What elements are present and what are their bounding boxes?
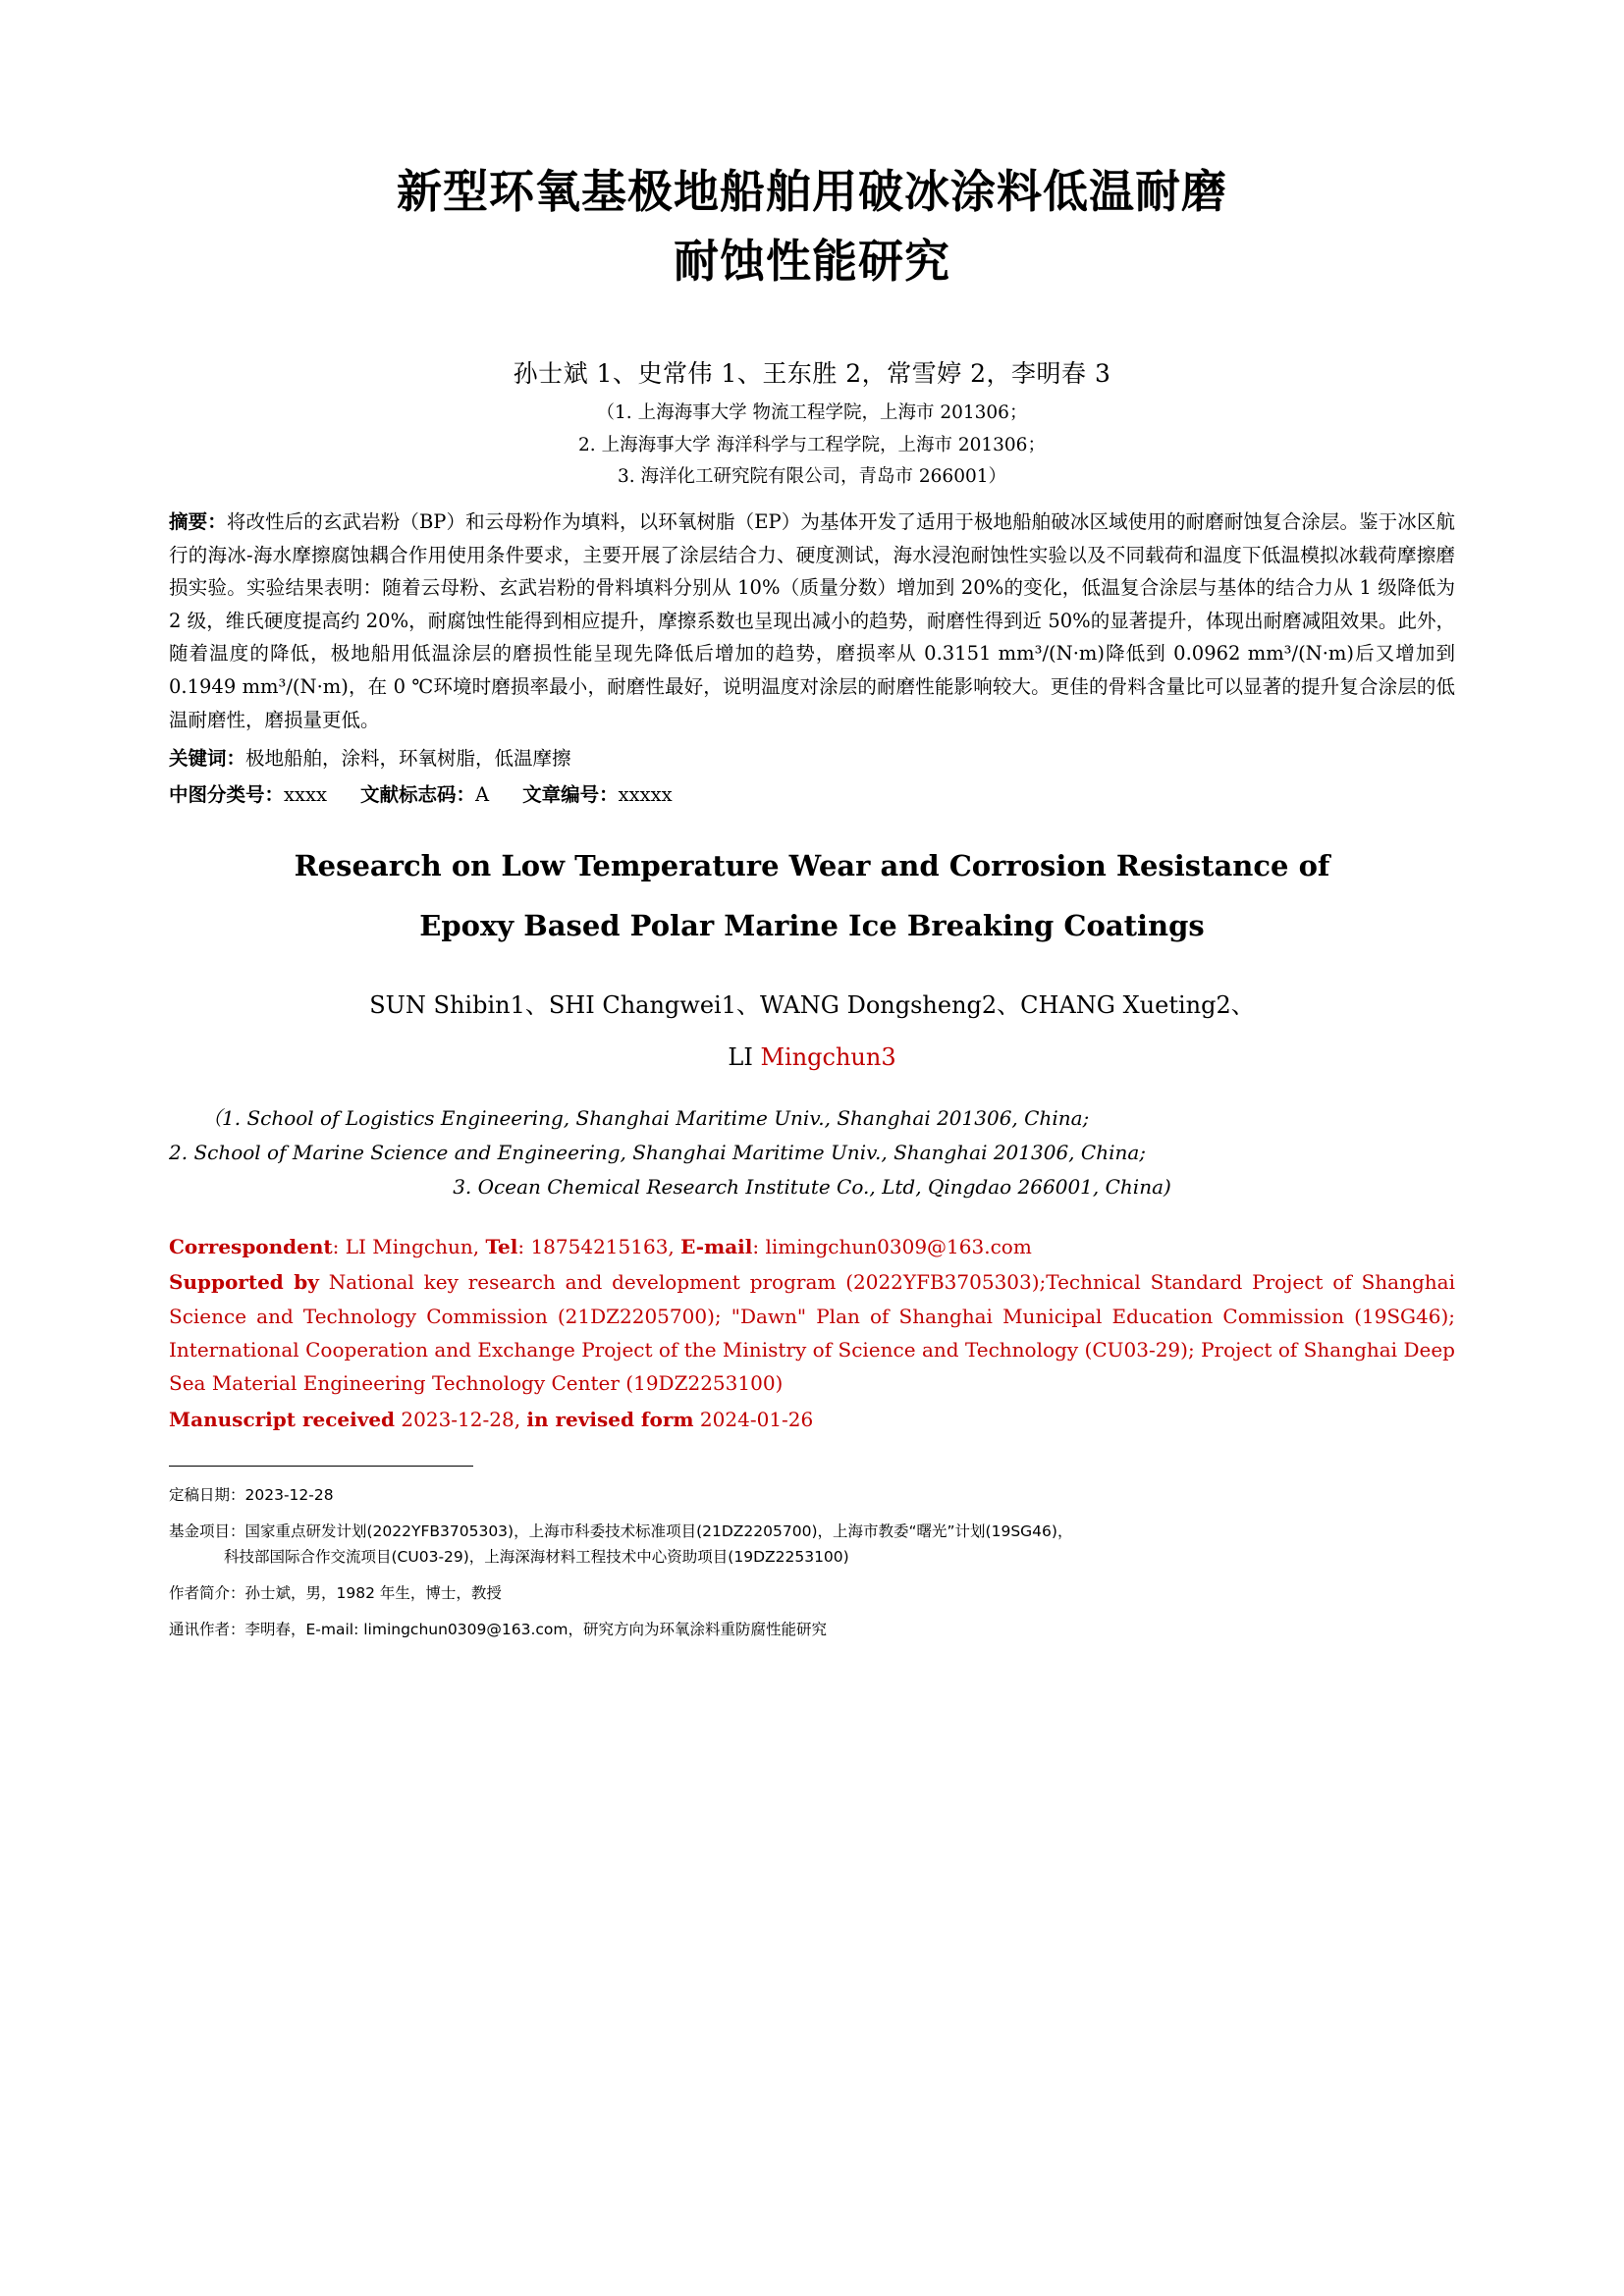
chinese-authors-text: 孙士斌 1、史常伟 1、王东胜 2，常雪婷 2，李明春 3 — [513, 358, 1111, 388]
abstract-label: 摘要： — [169, 510, 227, 534]
correspondent-line — [169, 1230, 1455, 1263]
english-authors-highlight: Mingchun3 — [760, 1043, 896, 1071]
supported-by-value: National key research and development program (2022YFB3705303);Technical Standard Project of Shanghai Science and Technology Commission (21DZ2205700); "Dawn" Plan of Shanghai Municipal Education Commission (19SG46); International Cooperation and Exchange Project of the Ministry of Science and Technology (CU03-29); Project of Shanghai Deep Sea Material Engineering Technology Center (19DZ2253100) — [169, 1270, 1455, 1396]
footnote-fund-line-2: 科技部国际合作交流项目(CU03-29)，上海深海材料工程技术中心资助项目(19DZ2253100) — [224, 1548, 849, 1567]
footnotes — [169, 1482, 1455, 1642]
keywords-text: 极地船舶，涂料，环氧树脂，低温摩擦 — [245, 747, 571, 771]
chinese-affiliation-2: 2. 上海海事大学 海洋科学与工程学院，上海市 201306； — [578, 434, 1046, 455]
classification-line — [169, 778, 1455, 811]
chinese-title — [169, 157, 1455, 297]
footnote-final-date: 定稿日期：2023-12-28 — [169, 1486, 334, 1505]
article-number-label: 文章编号： — [522, 783, 619, 807]
chinese-keywords — [169, 742, 1455, 774]
abstract-text: 将改性后的玄武岩粉（BP）和云母粉作为填料，以环氧树脂（EP）为基体开发了适用于极地船舶破冰区域使用的耐磨耐蚀复合涂层。鉴于冰区航行的海冰-海水摩擦腐蚀耦合作用使用条件要求，主要开展了涂层结合力、硬度测试，海水浸泡耐蚀性实验以及不同载荷和温度下低温模拟冰载荷摩擦磨损实验。实验结果表明：随着云母粉、玄武岩粉的骨料填料分别从 10%（质量分数）增加到 20%的变化，低温复合涂层与基体的结合力从 1 级降低为 2 级，维氏硬度提高约 20%，耐腐蚀性能得到相应提升，摩擦系数也呈现出减小的趋势，耐磨性得到近 50%的显著提升，体现出耐磨减阻效果。此外，随着温度的降低，极地船用低温涂层的磨损性能呈现先降低后增加的趋势，磨损率从 0.3151 mm³/(N·m)降低到 0.0962 mm³/(N·m)后又增加到 0.1949 mm³/(N·m)，在 0 ℃环境时磨损率最小，耐磨性最好，说明温度对涂层的耐磨性能影响较大。更佳的骨料含量比可以显著的提升复合涂层的低温耐磨性，磨损量更低。 — [169, 510, 1455, 731]
document-code-value: A — [475, 783, 490, 807]
email-label: E-mail — [680, 1234, 753, 1258]
clc-value: xxxx — [284, 783, 328, 807]
received-value: 2023-12-28, — [395, 1407, 527, 1431]
supported-by-line — [169, 1265, 1455, 1401]
english-authors — [169, 980, 1455, 1084]
footnote-divider — [169, 1466, 473, 1467]
chinese-affiliation-3: 3. 海洋化工研究院有限公司，青岛市 266001） — [617, 466, 1007, 488]
chinese-title-line-2: 耐蚀性能研究 — [674, 235, 950, 289]
footnote-fund — [169, 1519, 1455, 1571]
english-authors-line-2 — [169, 1032, 1455, 1084]
article-number-value: xxxxx — [618, 783, 673, 807]
received-label: Manuscript received — [169, 1407, 396, 1431]
correspondent-label: Correspondent — [169, 1234, 333, 1258]
document-code-label: 文献标志码： — [360, 783, 476, 807]
english-authors-text-1: SUN Shibin1、SHI Changwei1、WANG Dongsheng2、CHANG Xueting2、 — [369, 991, 1255, 1020]
chinese-abstract — [169, 506, 1455, 736]
chinese-title-line-1: 新型环氧基极地船舶用破冰涂料低温耐磨 — [397, 165, 1227, 218]
chinese-affiliation-1: （1. 上海海事大学 物流工程学院，上海市 201306； — [596, 401, 1028, 423]
english-affiliations — [169, 1101, 1455, 1204]
chinese-authors — [169, 354, 1455, 390]
correspondence-block — [169, 1230, 1455, 1436]
english-affiliation-2: 2. School of Marine Science and Engineering, Shanghai Maritime Univ., Shanghai 201306, China; — [169, 1140, 1147, 1164]
english-title-line-2: Epoxy Based Polar Marine Ice Breaking Coatings — [419, 909, 1205, 943]
tel-label: Tel — [485, 1234, 518, 1258]
english-authors-line-1 — [169, 980, 1455, 1032]
footnote-author-bio: 作者简介：孙士斌，男，1982 年生，博士，教授 — [169, 1584, 502, 1603]
english-authors-prefix: LI — [728, 1043, 761, 1071]
manuscript-dates-line — [169, 1403, 1455, 1436]
tel-value: : 18754215163, — [517, 1234, 681, 1258]
english-title — [169, 836, 1455, 956]
clc-label: 中图分类号： — [169, 783, 285, 807]
english-affiliation-3: 3. Ocean Chemical Research Institute Co., Ltd, Qingdao 266001, China) — [453, 1174, 1171, 1199]
footnote-fund-line-1: 基金项目：国家重点研发计划(2022YFB3705303)，上海市科委技术标准项目(21DZ2205700)，上海市教委“曙光”计划(19SG46)， — [169, 1522, 1073, 1540]
correspondent-value: : LI Mingchun, — [332, 1234, 486, 1258]
keywords-label: 关键词： — [169, 747, 246, 771]
revised-value: 2024-01-26 — [693, 1407, 814, 1431]
chinese-affiliations — [169, 398, 1455, 495]
footnote-corresponding-author: 通讯作者：李明春，E-mail: limingchun0309@163.com，研究方向为环氧涂料重防腐性能研究 — [169, 1620, 827, 1638]
english-affiliation-1: （1. School of Logistics Engineering, Shanghai Maritime Univ., Shanghai 201306, China; — [202, 1105, 1090, 1130]
supported-by-label: Supported by — [169, 1270, 319, 1295]
revised-label: in revised form — [526, 1407, 694, 1431]
english-title-line-1: Research on Low Temperature Wear and Corrosion Resistance of — [294, 849, 1330, 883]
email-value: : limingchun0309@163.com — [752, 1234, 1032, 1258]
